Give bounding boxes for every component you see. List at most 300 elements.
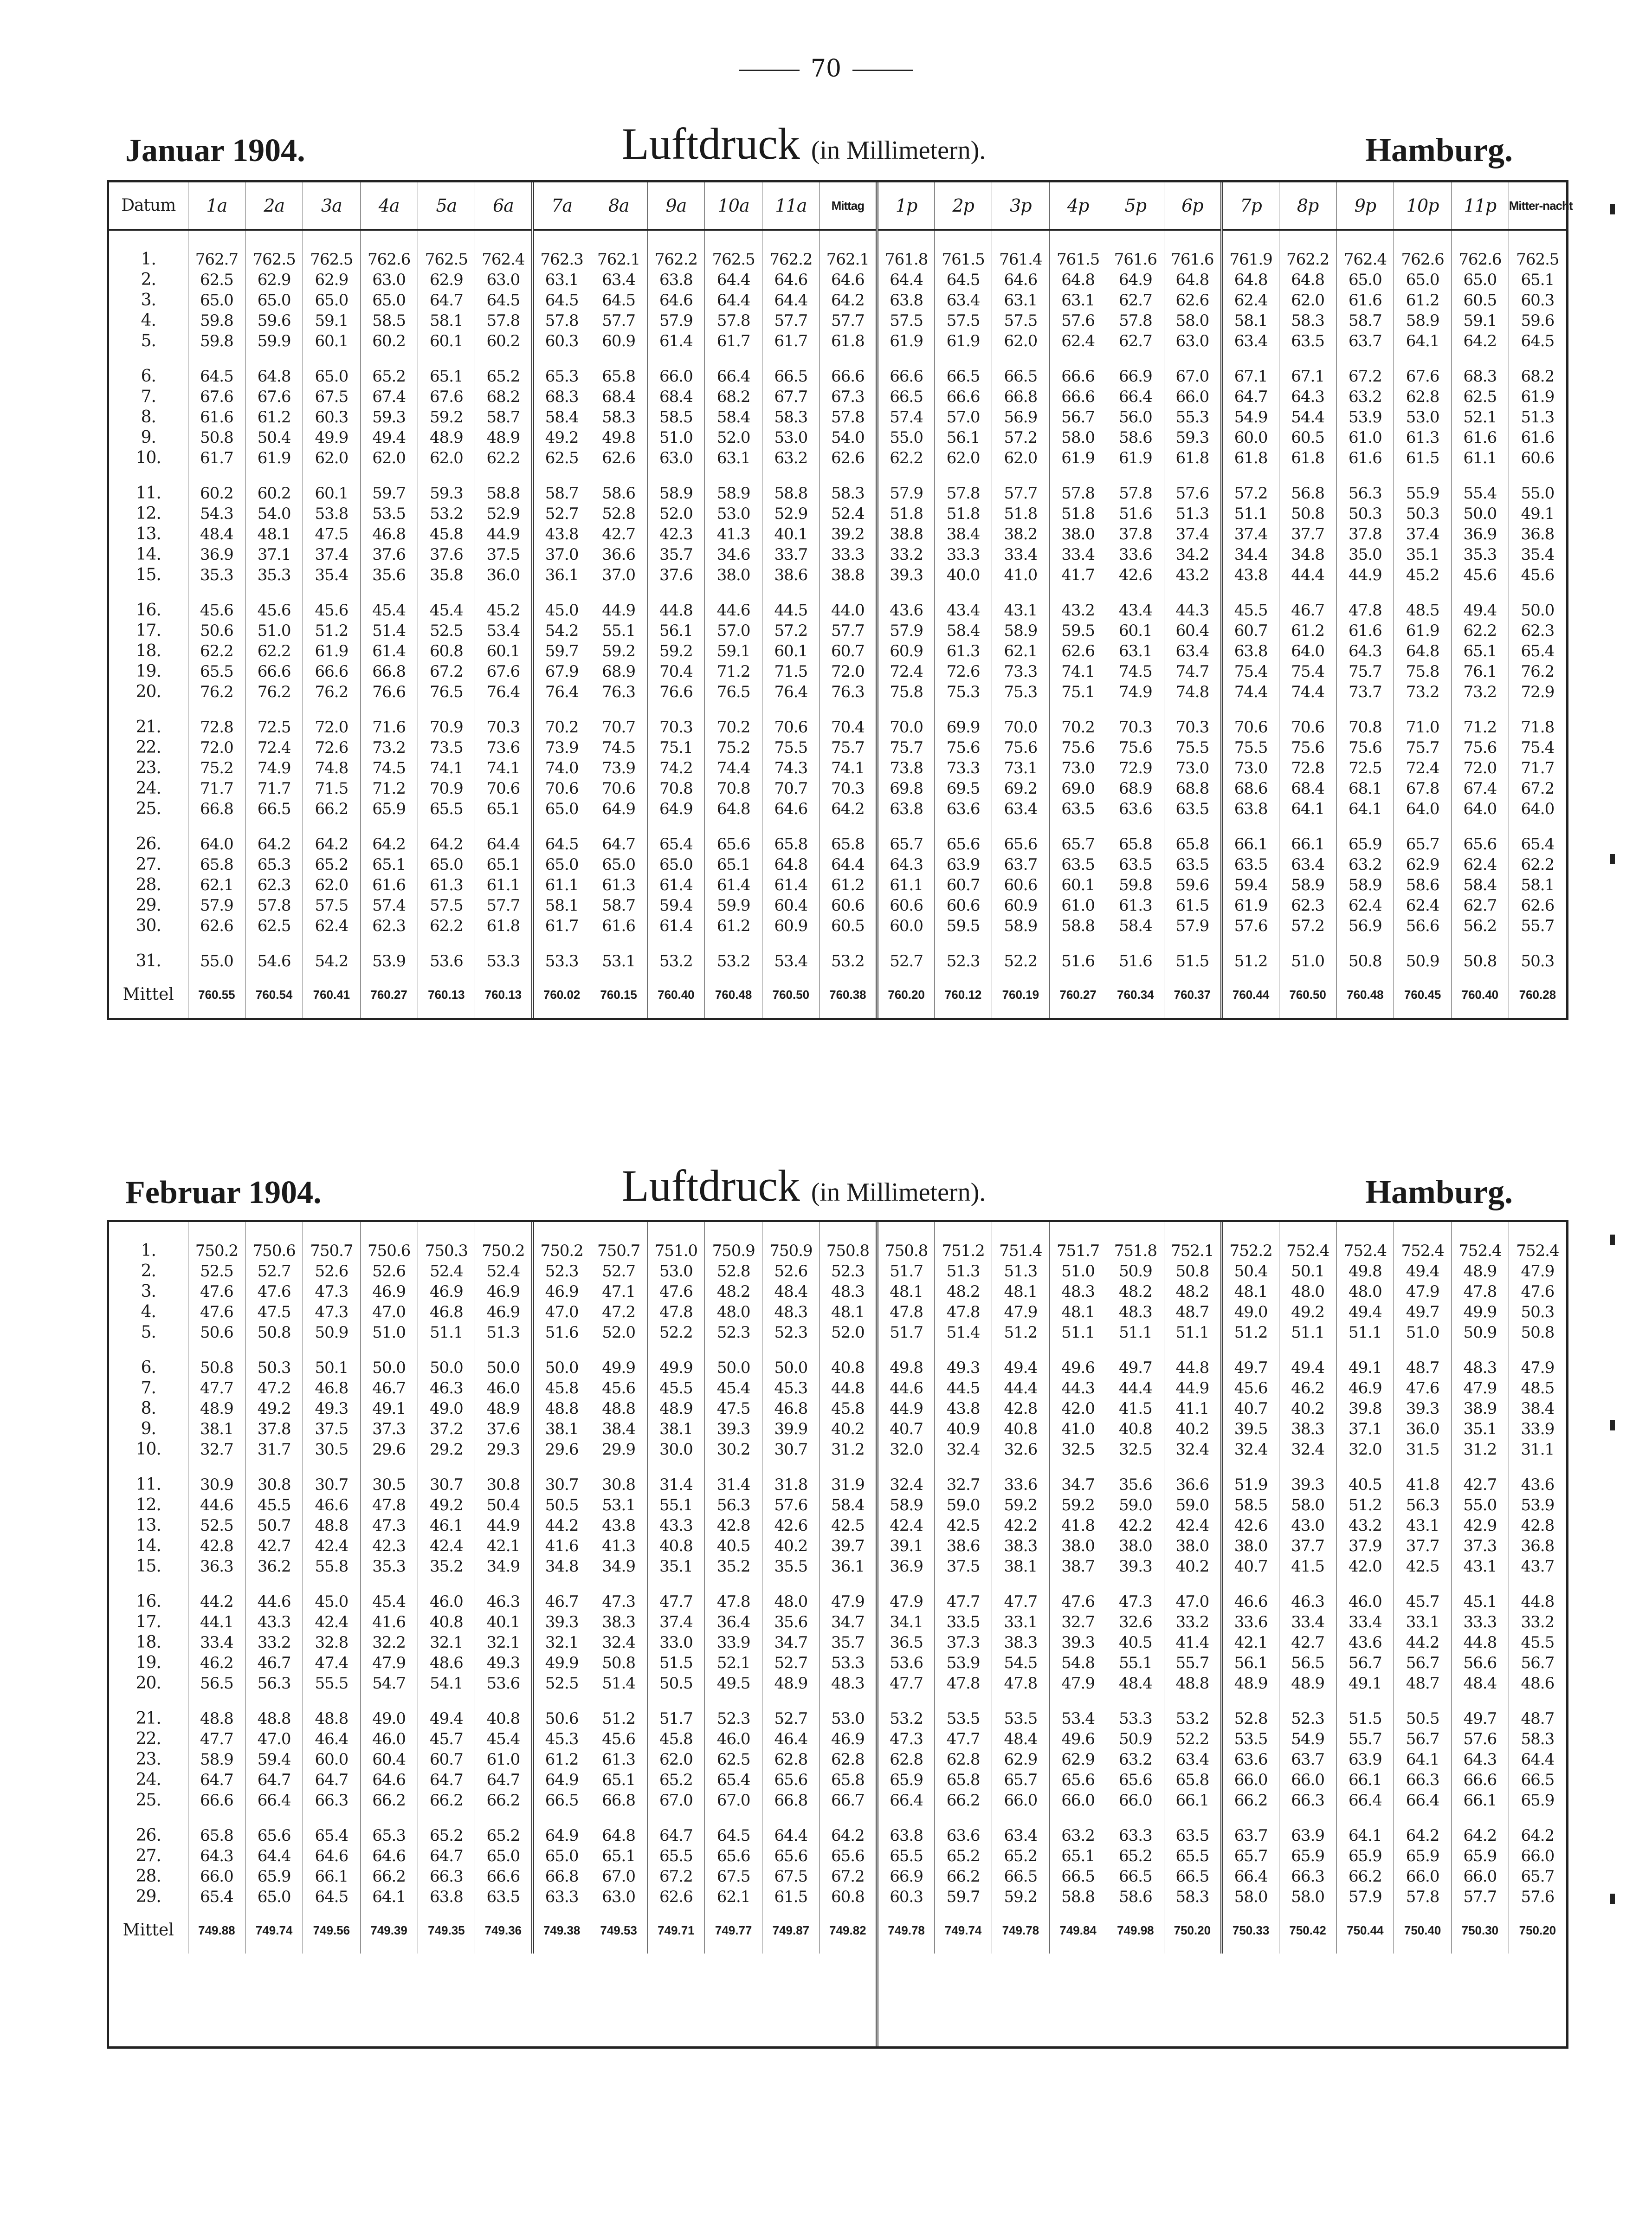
table-cell: 42.4 (303, 1612, 361, 1632)
table-cell: 60.1 (303, 331, 361, 351)
table-cell: 41.8 (1394, 1475, 1452, 1495)
table-cell: 65.6 (245, 1825, 303, 1846)
table-cell: 45.4 (475, 1729, 533, 1749)
table-cell: 63.1 (705, 448, 762, 468)
table-cell: 752.4 (1279, 1241, 1336, 1261)
header-row (109, 182, 1566, 230)
table-cell: 58.9 (1279, 875, 1336, 895)
table-row (109, 621, 1566, 641)
table-cell: 65.0 (303, 366, 361, 387)
table-cell: 67.5 (762, 1866, 820, 1887)
table-cell: 43.0 (1279, 1515, 1336, 1536)
table-cell: 48.7 (1164, 1302, 1222, 1322)
table-row (109, 799, 1566, 819)
table-cell: 33.6 (1222, 1612, 1279, 1632)
table-cell: 64.1 (1394, 331, 1452, 351)
table-cell: 43.8 (935, 1398, 992, 1419)
table-cell: 48.6 (1509, 1673, 1566, 1694)
table-cell: 62.3 (1509, 621, 1566, 641)
table-cell: 64.4 (762, 1825, 820, 1846)
table-cell: 63.5 (1164, 1825, 1222, 1846)
row-date: 23. (136, 758, 161, 777)
table-cell: 52.8 (705, 1261, 762, 1281)
table-cell: 46.3 (1279, 1592, 1336, 1612)
table-cell: 74.5 (360, 758, 418, 778)
table-cell: 64.2 (1509, 1825, 1566, 1846)
table-cell: 66.6 (1452, 1770, 1509, 1790)
table-cell: 65.1 (475, 799, 533, 819)
table-cell: 66.4 (877, 1790, 935, 1811)
filler-row (109, 1954, 1566, 2046)
table-cell: 61.2 (705, 916, 762, 936)
table-cell: 52.7 (762, 1653, 820, 1673)
row-date: 20. (136, 682, 161, 701)
table-cell: 34.7 (1049, 1475, 1107, 1495)
table-cell: 63.6 (1107, 799, 1164, 819)
table-cell: 59.2 (590, 641, 647, 661)
table-cell: 45.8 (820, 1398, 877, 1419)
table-cell: 67.8 (1394, 778, 1452, 799)
table-cell: 39.5 (1222, 1419, 1279, 1439)
table-cell: 46.1 (418, 1515, 475, 1536)
table-cell: 45.4 (418, 600, 475, 621)
table-cell: 37.6 (475, 1419, 533, 1439)
table-cell: 51.8 (877, 504, 935, 524)
table-cell: 61.4 (762, 875, 820, 895)
table-cell: 61.2 (245, 407, 303, 427)
row-date: 13. (136, 1516, 161, 1535)
table-cell: 38.0 (705, 565, 762, 585)
table-cell: 42.4 (418, 1536, 475, 1556)
table-cell: 51.1 (1279, 1322, 1336, 1343)
table-cell: 48.8 (245, 1708, 303, 1729)
table-cell: 60.1 (1107, 621, 1164, 641)
table-cell: 48.4 (1452, 1673, 1509, 1694)
table-cell: 45.2 (475, 600, 533, 621)
table-cell: 57.9 (1336, 1887, 1394, 1907)
table-cell: 44.8 (820, 1378, 877, 1398)
table-cell: 50.8 (1509, 1322, 1566, 1343)
table-cell: 57.2 (992, 427, 1050, 448)
table-cell: 47.9 (1452, 1378, 1509, 1398)
table-cell: 76.2 (303, 682, 361, 702)
table-cell: 65.9 (1394, 1846, 1452, 1866)
table-cell: 62.6 (188, 916, 245, 936)
table-cell: 56.7 (1049, 407, 1107, 427)
table-cell: 72.5 (1336, 758, 1394, 778)
table-cell: 49.4 (418, 1708, 475, 1729)
row-date: 18. (136, 1633, 161, 1652)
table-cell: 33.5 (935, 1612, 992, 1632)
table-cell: 750.7 (303, 1241, 361, 1261)
table-cell: 62.8 (1394, 387, 1452, 407)
table-cell: 61.6 (1336, 448, 1394, 468)
row-date: 12. (136, 1495, 161, 1514)
mean-cell: 749.84 (1049, 1907, 1107, 1954)
table-cell: 50.0 (360, 1358, 418, 1378)
table-cell: 38.3 (590, 1612, 647, 1632)
table-row (109, 916, 1566, 936)
table-cell: 750.3 (418, 1241, 475, 1261)
table-cell: 47.3 (877, 1729, 935, 1749)
table-cell: 73.8 (877, 758, 935, 778)
table-cell: 64.7 (245, 1770, 303, 1790)
table-cell: 58.3 (820, 483, 877, 504)
table-cell: 63.4 (1279, 854, 1336, 875)
table-cell: 75.4 (1279, 661, 1336, 682)
row-date: 11. (136, 484, 161, 503)
table-cell: 64.1 (1336, 1825, 1394, 1846)
table-cell: 47.8 (705, 1592, 762, 1612)
table-cell: 44.5 (935, 1378, 992, 1398)
table-cell: 54.2 (303, 951, 361, 971)
table-cell: 52.7 (590, 1261, 647, 1281)
table-cell: 53.3 (475, 951, 533, 971)
table-cell: 70.7 (590, 717, 647, 738)
table-cell: 42.5 (935, 1515, 992, 1536)
table-cell: 45.1 (1452, 1592, 1509, 1612)
table-cell: 66.2 (360, 1790, 418, 1811)
table-cell: 44.8 (1164, 1358, 1222, 1378)
table-cell: 47.6 (647, 1281, 705, 1302)
mean-cell: 760.20 (877, 971, 935, 1018)
table-cell: 62.5 (705, 1749, 762, 1770)
row-date: 14. (136, 545, 161, 564)
table-cell: 65.2 (418, 1825, 475, 1846)
table-cell: 66.5 (1509, 1770, 1566, 1790)
mean-label: Mittel (123, 985, 174, 1004)
table-cell: 38.7 (1049, 1556, 1107, 1577)
mean-cell: 760.27 (1049, 971, 1107, 1018)
table-cell: 74.8 (303, 758, 361, 778)
table-cell: 30.7 (533, 1475, 590, 1495)
table-cell: 34.9 (590, 1556, 647, 1577)
table-cell: 59.1 (303, 311, 361, 331)
table-cell: 74.4 (1222, 682, 1279, 702)
table-cell: 36.6 (1164, 1475, 1222, 1495)
table-cell: 73.2 (360, 738, 418, 758)
mean-cell: 760.48 (705, 971, 762, 1018)
table-cell: 50.4 (245, 427, 303, 448)
table-cell: 61.9 (877, 331, 935, 351)
table-cell: 53.9 (1509, 1495, 1566, 1515)
table-cell: 63.5 (1049, 799, 1107, 819)
table-cell: 59.4 (647, 895, 705, 916)
table-cell: 74.0 (533, 758, 590, 778)
table-cell: 54.6 (245, 951, 303, 971)
table-cell: 46.7 (1279, 600, 1336, 621)
table-cell: 59.8 (1107, 875, 1164, 895)
table-cell: 762.5 (418, 249, 475, 270)
table-cell: 64.3 (1336, 641, 1394, 661)
table-cell: 52.0 (705, 427, 762, 448)
table-cell: 62.4 (1049, 331, 1107, 351)
table-cell: 50.0 (475, 1358, 533, 1378)
table-cell: 63.5 (1164, 799, 1222, 819)
table-cell: 71.7 (245, 778, 303, 799)
table-cell: 67.2 (1336, 366, 1394, 387)
table-cell: 47.6 (188, 1302, 245, 1322)
table-cell: 42.8 (1509, 1515, 1566, 1536)
table-cell: 57.9 (1164, 916, 1222, 936)
table-cell: 75.4 (1222, 661, 1279, 682)
table-cell: 44.0 (820, 600, 877, 621)
table-cell: 40.8 (418, 1612, 475, 1632)
table-cell: 74.1 (1049, 661, 1107, 682)
table-cell: 32.4 (877, 1475, 935, 1495)
table-cell: 37.5 (303, 1419, 361, 1439)
table-cell: 64.2 (1452, 331, 1509, 351)
row-date: 25. (136, 799, 161, 818)
table-cell: 33.2 (245, 1632, 303, 1653)
table-cell: 64.4 (820, 854, 877, 875)
table-cell: 72.9 (1107, 758, 1164, 778)
table-cell: 33.9 (1509, 1419, 1566, 1439)
table-cell: 47.6 (245, 1281, 303, 1302)
table-cell: 41.5 (1107, 1398, 1164, 1419)
table-cell: 46.8 (360, 524, 418, 544)
table-cell: 59.3 (1164, 427, 1222, 448)
table-cell: 64.1 (1279, 799, 1336, 819)
table-cell: 67.0 (1164, 366, 1222, 387)
table-cell: 59.6 (245, 311, 303, 331)
table-cell: 64.4 (762, 290, 820, 311)
table-cell: 66.0 (992, 1790, 1050, 1811)
table-cell: 761.6 (1107, 249, 1164, 270)
table-cell: 70.7 (762, 778, 820, 799)
table-cell: 62.6 (590, 448, 647, 468)
table-cell: 65.8 (188, 1825, 245, 1846)
table-cell: 45.7 (418, 1729, 475, 1749)
table-cell: 37.7 (1394, 1536, 1452, 1556)
table-cell: 65.8 (188, 854, 245, 875)
table-cell: 64.0 (188, 834, 245, 854)
table-cell: 37.7 (1279, 1536, 1336, 1556)
table-cell: 45.6 (1509, 565, 1566, 585)
table-cell: 61.8 (475, 916, 533, 936)
table-cell: 40.5 (705, 1536, 762, 1556)
table-cell: 52.6 (762, 1261, 820, 1281)
table-cell: 37.8 (245, 1419, 303, 1439)
table-row (109, 1729, 1566, 1749)
column-header: 2p (935, 182, 992, 230)
table-cell: 61.7 (762, 331, 820, 351)
table-cell: 53.2 (877, 1708, 935, 1729)
table-cell: 45.0 (303, 1592, 361, 1612)
table-cell: 57.7 (762, 311, 820, 331)
table-cell: 72.8 (1279, 758, 1336, 778)
mean-cell: 749.38 (533, 1907, 590, 1954)
table-cell: 61.2 (533, 1749, 590, 1770)
table-cell: 46.4 (762, 1729, 820, 1749)
page-number (0, 55, 1652, 83)
table-cell: 47.7 (188, 1729, 245, 1749)
table-cell: 63.5 (1222, 854, 1279, 875)
table-cell: 49.5 (705, 1673, 762, 1694)
table-cell: 55.7 (1509, 916, 1566, 936)
table-cell: 40.7 (1222, 1398, 1279, 1419)
table-cell: 751.0 (647, 1241, 705, 1261)
table-cell: 63.6 (935, 799, 992, 819)
column-header: 7p (1222, 182, 1279, 230)
table-cell: 41.3 (590, 1536, 647, 1556)
table-cell: 66.1 (1222, 834, 1279, 854)
table-cell: 64.4 (705, 270, 762, 290)
row-date: 1. (141, 250, 156, 269)
table-cell: 31.4 (647, 1475, 705, 1495)
table-cell: 60.6 (1509, 448, 1566, 468)
row-date: 9. (141, 428, 156, 447)
table-cell: 66.0 (188, 1866, 245, 1887)
table-cell: 38.4 (1509, 1398, 1566, 1419)
table-cell: 49.2 (533, 427, 590, 448)
row-date: 14. (136, 1536, 161, 1555)
table-cell: 55.1 (590, 621, 647, 641)
table-cell: 29.2 (418, 1439, 475, 1460)
table-cell: 57.8 (935, 483, 992, 504)
table-cell: 62.9 (1394, 854, 1452, 875)
table-cell: 47.6 (1509, 1281, 1566, 1302)
table-cell: 65.5 (647, 1846, 705, 1866)
table-cell: 65.2 (360, 366, 418, 387)
table-cell: 49.0 (360, 1708, 418, 1729)
table-cell: 53.6 (877, 1653, 935, 1673)
table-cell: 65.9 (877, 1770, 935, 1790)
table-cell: 63.2 (1336, 387, 1394, 407)
column-header: Datum (109, 182, 188, 230)
table-cell: 62.2 (1509, 854, 1566, 875)
table-cell: 75.8 (1394, 661, 1452, 682)
table-cell: 53.9 (360, 951, 418, 971)
table-cell: 53.2 (820, 951, 877, 971)
table-cell: 65.0 (1336, 270, 1394, 290)
table-cell: 50.3 (1336, 504, 1394, 524)
table-cell: 51.7 (647, 1708, 705, 1729)
mean-cell: 760.40 (1452, 971, 1509, 1018)
table-cell: 76.5 (418, 682, 475, 702)
table-cell: 74.4 (1279, 682, 1336, 702)
table-row (109, 1495, 1566, 1515)
table-cell: 62.9 (303, 270, 361, 290)
table-cell: 44.3 (1164, 600, 1222, 621)
table-cell: 62.2 (877, 448, 935, 468)
table-cell: 33.4 (1336, 1612, 1394, 1632)
row-date: 31. (136, 951, 161, 970)
table-cell: 48.3 (820, 1281, 877, 1302)
table-cell: 63.5 (1279, 331, 1336, 351)
row-date: 2. (141, 270, 156, 289)
mean-cell: 760.19 (992, 971, 1050, 1018)
table-cell: 63.4 (992, 799, 1050, 819)
table-cell: 60.7 (1222, 621, 1279, 641)
table-cell: 50.0 (1452, 504, 1509, 524)
table-cell: 66.6 (935, 387, 992, 407)
table-cell: 40.8 (647, 1536, 705, 1556)
table-cell: 76.4 (475, 682, 533, 702)
table-cell: 65.6 (992, 834, 1050, 854)
table-cell: 36.1 (533, 565, 590, 585)
table-cell: 47.0 (1164, 1592, 1222, 1612)
table-cell: 751.2 (935, 1241, 992, 1261)
table-cell: 47.9 (992, 1302, 1050, 1322)
table-cell: 45.3 (762, 1378, 820, 1398)
table-row (109, 641, 1566, 661)
table-cell: 61.2 (820, 875, 877, 895)
table-row (109, 682, 1566, 702)
table-cell: 63.8 (877, 290, 935, 311)
table-cell: 59.0 (1164, 1495, 1222, 1515)
table-cell: 38.1 (188, 1419, 245, 1439)
table-cell: 65.4 (1509, 641, 1566, 661)
table-cell: 35.2 (705, 1556, 762, 1577)
table-cell: 45.6 (303, 600, 361, 621)
table-cell: 64.2 (303, 834, 361, 854)
table-cell: 66.2 (1222, 1790, 1279, 1811)
mean-cell: 749.36 (475, 1907, 533, 1954)
table-cell: 32.5 (1107, 1439, 1164, 1460)
table-cell: 65.6 (762, 1770, 820, 1790)
table-cell: 74.2 (647, 758, 705, 778)
row-date: 27. (136, 855, 161, 874)
table-row (109, 1708, 1566, 1729)
table-cell: 51.2 (992, 1322, 1050, 1343)
table-cell: 41.0 (992, 565, 1050, 585)
table-cell: 50.3 (1509, 1302, 1566, 1322)
table-cell: 65.0 (1394, 270, 1452, 290)
table-cell: 40.5 (1107, 1632, 1164, 1653)
table-row (109, 1536, 1566, 1556)
table-cell: 59.1 (1452, 311, 1509, 331)
table-cell: 62.7 (1452, 895, 1509, 916)
table-cell: 48.3 (820, 1673, 877, 1694)
table-cell: 74.8 (1164, 682, 1222, 702)
table-cell: 76.1 (1452, 661, 1509, 682)
table-cell: 39.8 (1336, 1398, 1394, 1419)
mean-cell: 760.12 (935, 971, 992, 1018)
table-cell: 57.5 (303, 895, 361, 916)
table-cell: 30.5 (360, 1475, 418, 1495)
table-cell: 67.6 (475, 661, 533, 682)
table-cell: 57.6 (1509, 1887, 1566, 1907)
table-cell: 62.4 (1222, 290, 1279, 311)
table-cell: 67.1 (1279, 366, 1336, 387)
table-cell: 49.1 (1336, 1673, 1394, 1694)
table-cell: 34.4 (1222, 544, 1279, 565)
table-cell: 66.1 (1452, 1790, 1509, 1811)
table-cell: 49.3 (303, 1398, 361, 1419)
table-cell: 73.1 (992, 758, 1050, 778)
table-cell: 42.1 (475, 1536, 533, 1556)
table-cell: 49.4 (1452, 600, 1509, 621)
table-cell: 52.4 (475, 1261, 533, 1281)
table-cell: 762.7 (188, 249, 245, 270)
station-label: Hamburg. (1365, 131, 1513, 168)
table-cell: 39.3 (877, 565, 935, 585)
column-header: 4a (360, 182, 418, 230)
table-cell: 46.3 (475, 1592, 533, 1612)
table-cell: 65.6 (935, 834, 992, 854)
table-cell: 75.5 (1164, 738, 1222, 758)
table-row (109, 1281, 1566, 1302)
table-cell: 64.6 (360, 1846, 418, 1866)
table-cell: 52.3 (935, 951, 992, 971)
row-date: 15. (136, 565, 161, 584)
table-cell: 70.4 (820, 717, 877, 738)
table-row (109, 758, 1566, 778)
table-cell: 74.3 (762, 758, 820, 778)
table-cell: 53.3 (820, 1653, 877, 1673)
margin-mark (1610, 854, 1615, 864)
